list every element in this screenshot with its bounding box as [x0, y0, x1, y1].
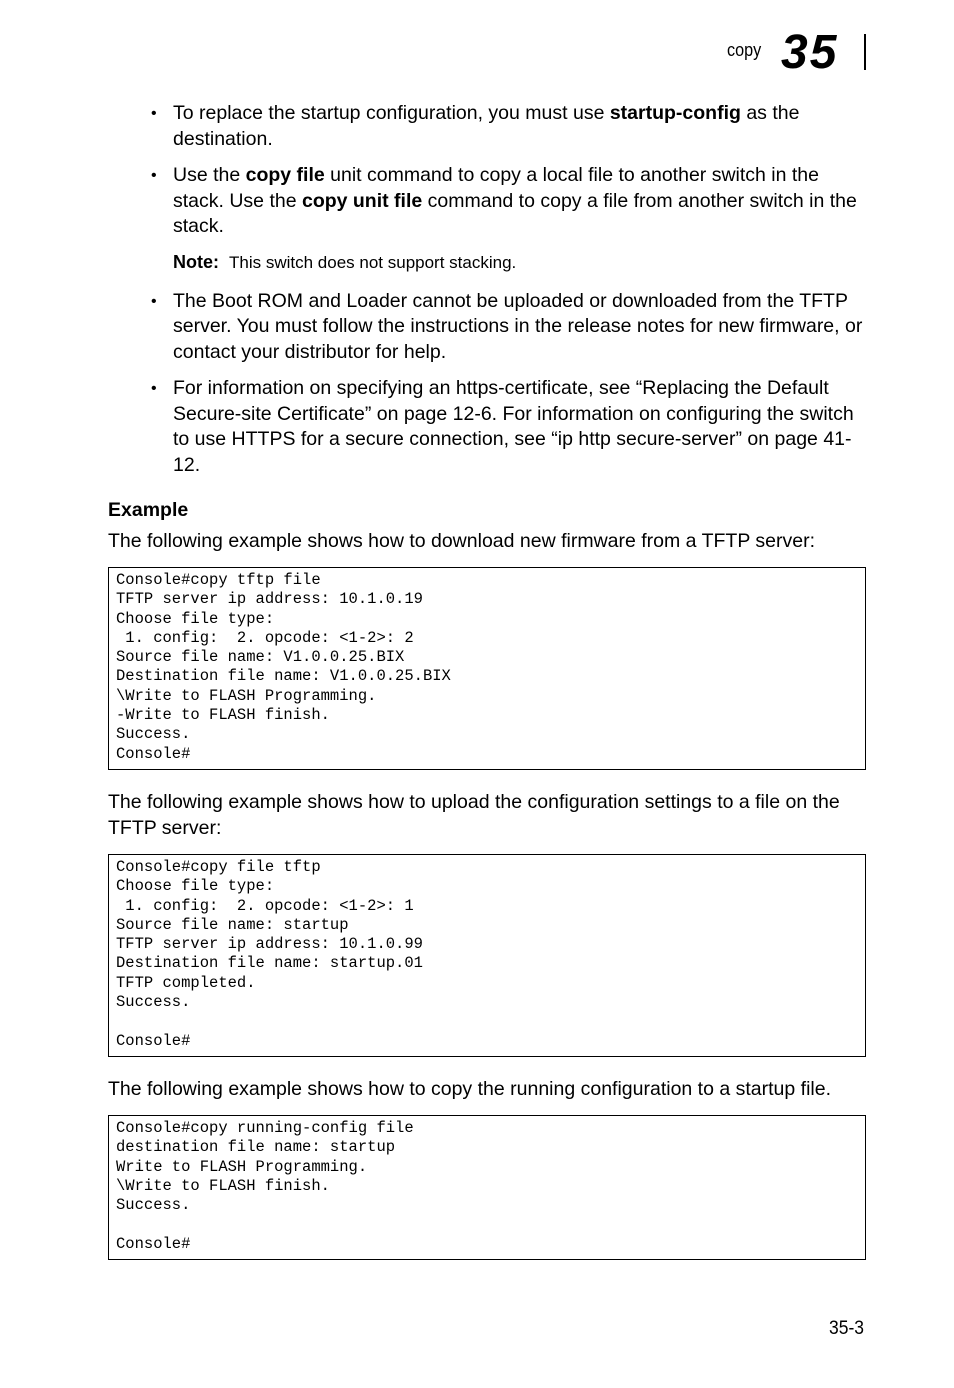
- code-line: [116, 1012, 865, 1031]
- bullet-text: The Boot ROM and Loader cannot be uploaded or downloaded from the TFTP server. You must follow the instructions in the release notes for new firmware, or contact your distributor for help.: [173, 289, 863, 363]
- code-line: Choose file type:: [116, 877, 275, 896]
- code-line: [116, 1215, 865, 1234]
- text-run: as the destination.: [173, 102, 800, 150]
- code-line: TFTP server ip address: 10.1.0.99: [116, 935, 423, 954]
- running-header-section-label: copy: [727, 40, 762, 60]
- upload-intro-paragraph: The following example shows how to upload the configuration settings to a file on the TFTP server:: [108, 791, 840, 839]
- note-label: Note:: [173, 251, 219, 272]
- bullet-item-startup-config: [151, 101, 873, 152]
- code-line: Console#: [116, 1234, 191, 1253]
- bullet-text: For information on specifying an https-certificate, see “Replacing the Default Secure-site Certificate” on page 12-6. For information on configuring the switch to use HTTPS for a secure connection, see “ip http secure-server” on page 41-12.: [173, 377, 854, 476]
- code-line: Destination file name: startup.01: [116, 954, 423, 973]
- example-heading: Example: [108, 499, 189, 521]
- text-run: unit command to copy a local file to another switch in the stack. Use the: [173, 164, 819, 212]
- code-block-download: [108, 567, 866, 770]
- code-line: TFTP server ip address: 10.1.0.19: [116, 590, 423, 609]
- running-intro-paragraph: The following example shows how to copy the running configuration to a startup file.: [108, 1078, 831, 1100]
- bullet-item-boot-rom: [151, 289, 873, 366]
- code-line: Success.: [116, 1196, 191, 1215]
- code-line: \Write to FLASH finish.: [116, 1176, 330, 1195]
- code-line: TFTP completed.: [116, 973, 256, 992]
- chapter-number: 35: [781, 26, 839, 79]
- text-run: command to copy a file from another switch in the stack.: [173, 189, 857, 237]
- code-line: 1. config: 2. opcode: <1-2>: 1: [116, 896, 414, 915]
- bullet-item-https-certificate: [151, 376, 873, 478]
- download-intro-paragraph: The following example shows how to download new firmware from a TFTP server:: [108, 530, 815, 552]
- header-divider: [864, 34, 866, 70]
- note-box: [173, 250, 873, 275]
- code-line: Console#copy running-config file: [116, 1119, 414, 1137]
- code-line: Console#: [116, 744, 191, 763]
- code-line: Success.: [116, 993, 191, 1012]
- code-line: Console#: [116, 1031, 191, 1050]
- code-line: Choose file type:: [116, 609, 275, 628]
- bullet-item-copy-file-unit: [151, 163, 873, 240]
- bullet-text: [173, 102, 799, 150]
- code-line: Source file name: V1.0.0.25.BIX: [116, 648, 405, 667]
- bullet-list: [151, 101, 873, 478]
- text-run: Use the: [173, 164, 246, 186]
- note-text: This switch does not support stacking.: [229, 252, 517, 272]
- page-number: 35-3: [829, 1318, 864, 1339]
- code-line: Console#copy file tftp: [116, 858, 321, 876]
- code-line: Write to FLASH Programming.: [116, 1157, 368, 1176]
- code-block-upload: [108, 854, 866, 1057]
- code-line: \Write to FLASH Programming.: [116, 686, 377, 705]
- text-run: To replace the startup configuration, you must use: [173, 102, 610, 124]
- code-line: Destination file name: V1.0.0.25.BIX: [116, 667, 451, 686]
- bullet-marker: •: [151, 167, 157, 184]
- command-keyword: copy unit file: [301, 189, 423, 212]
- bullet-marker: •: [151, 105, 157, 122]
- code-line: Source file name: startup: [116, 915, 349, 934]
- code-line: -Write to FLASH finish.: [116, 706, 330, 725]
- bullet-text: [173, 164, 857, 237]
- code-line: destination file name: startup: [116, 1138, 396, 1157]
- bullet-marker: •: [151, 380, 157, 397]
- code-block-running-config: [108, 1115, 866, 1260]
- command-keyword: copy file: [245, 164, 325, 186]
- bullet-marker: •: [151, 292, 157, 310]
- code-line: Console#copy tftp file: [116, 571, 321, 589]
- code-line: 1. config: 2. opcode: <1-2>: 2: [116, 628, 414, 647]
- command-keyword: startup-config: [609, 102, 741, 124]
- code-line: Success.: [116, 725, 191, 744]
